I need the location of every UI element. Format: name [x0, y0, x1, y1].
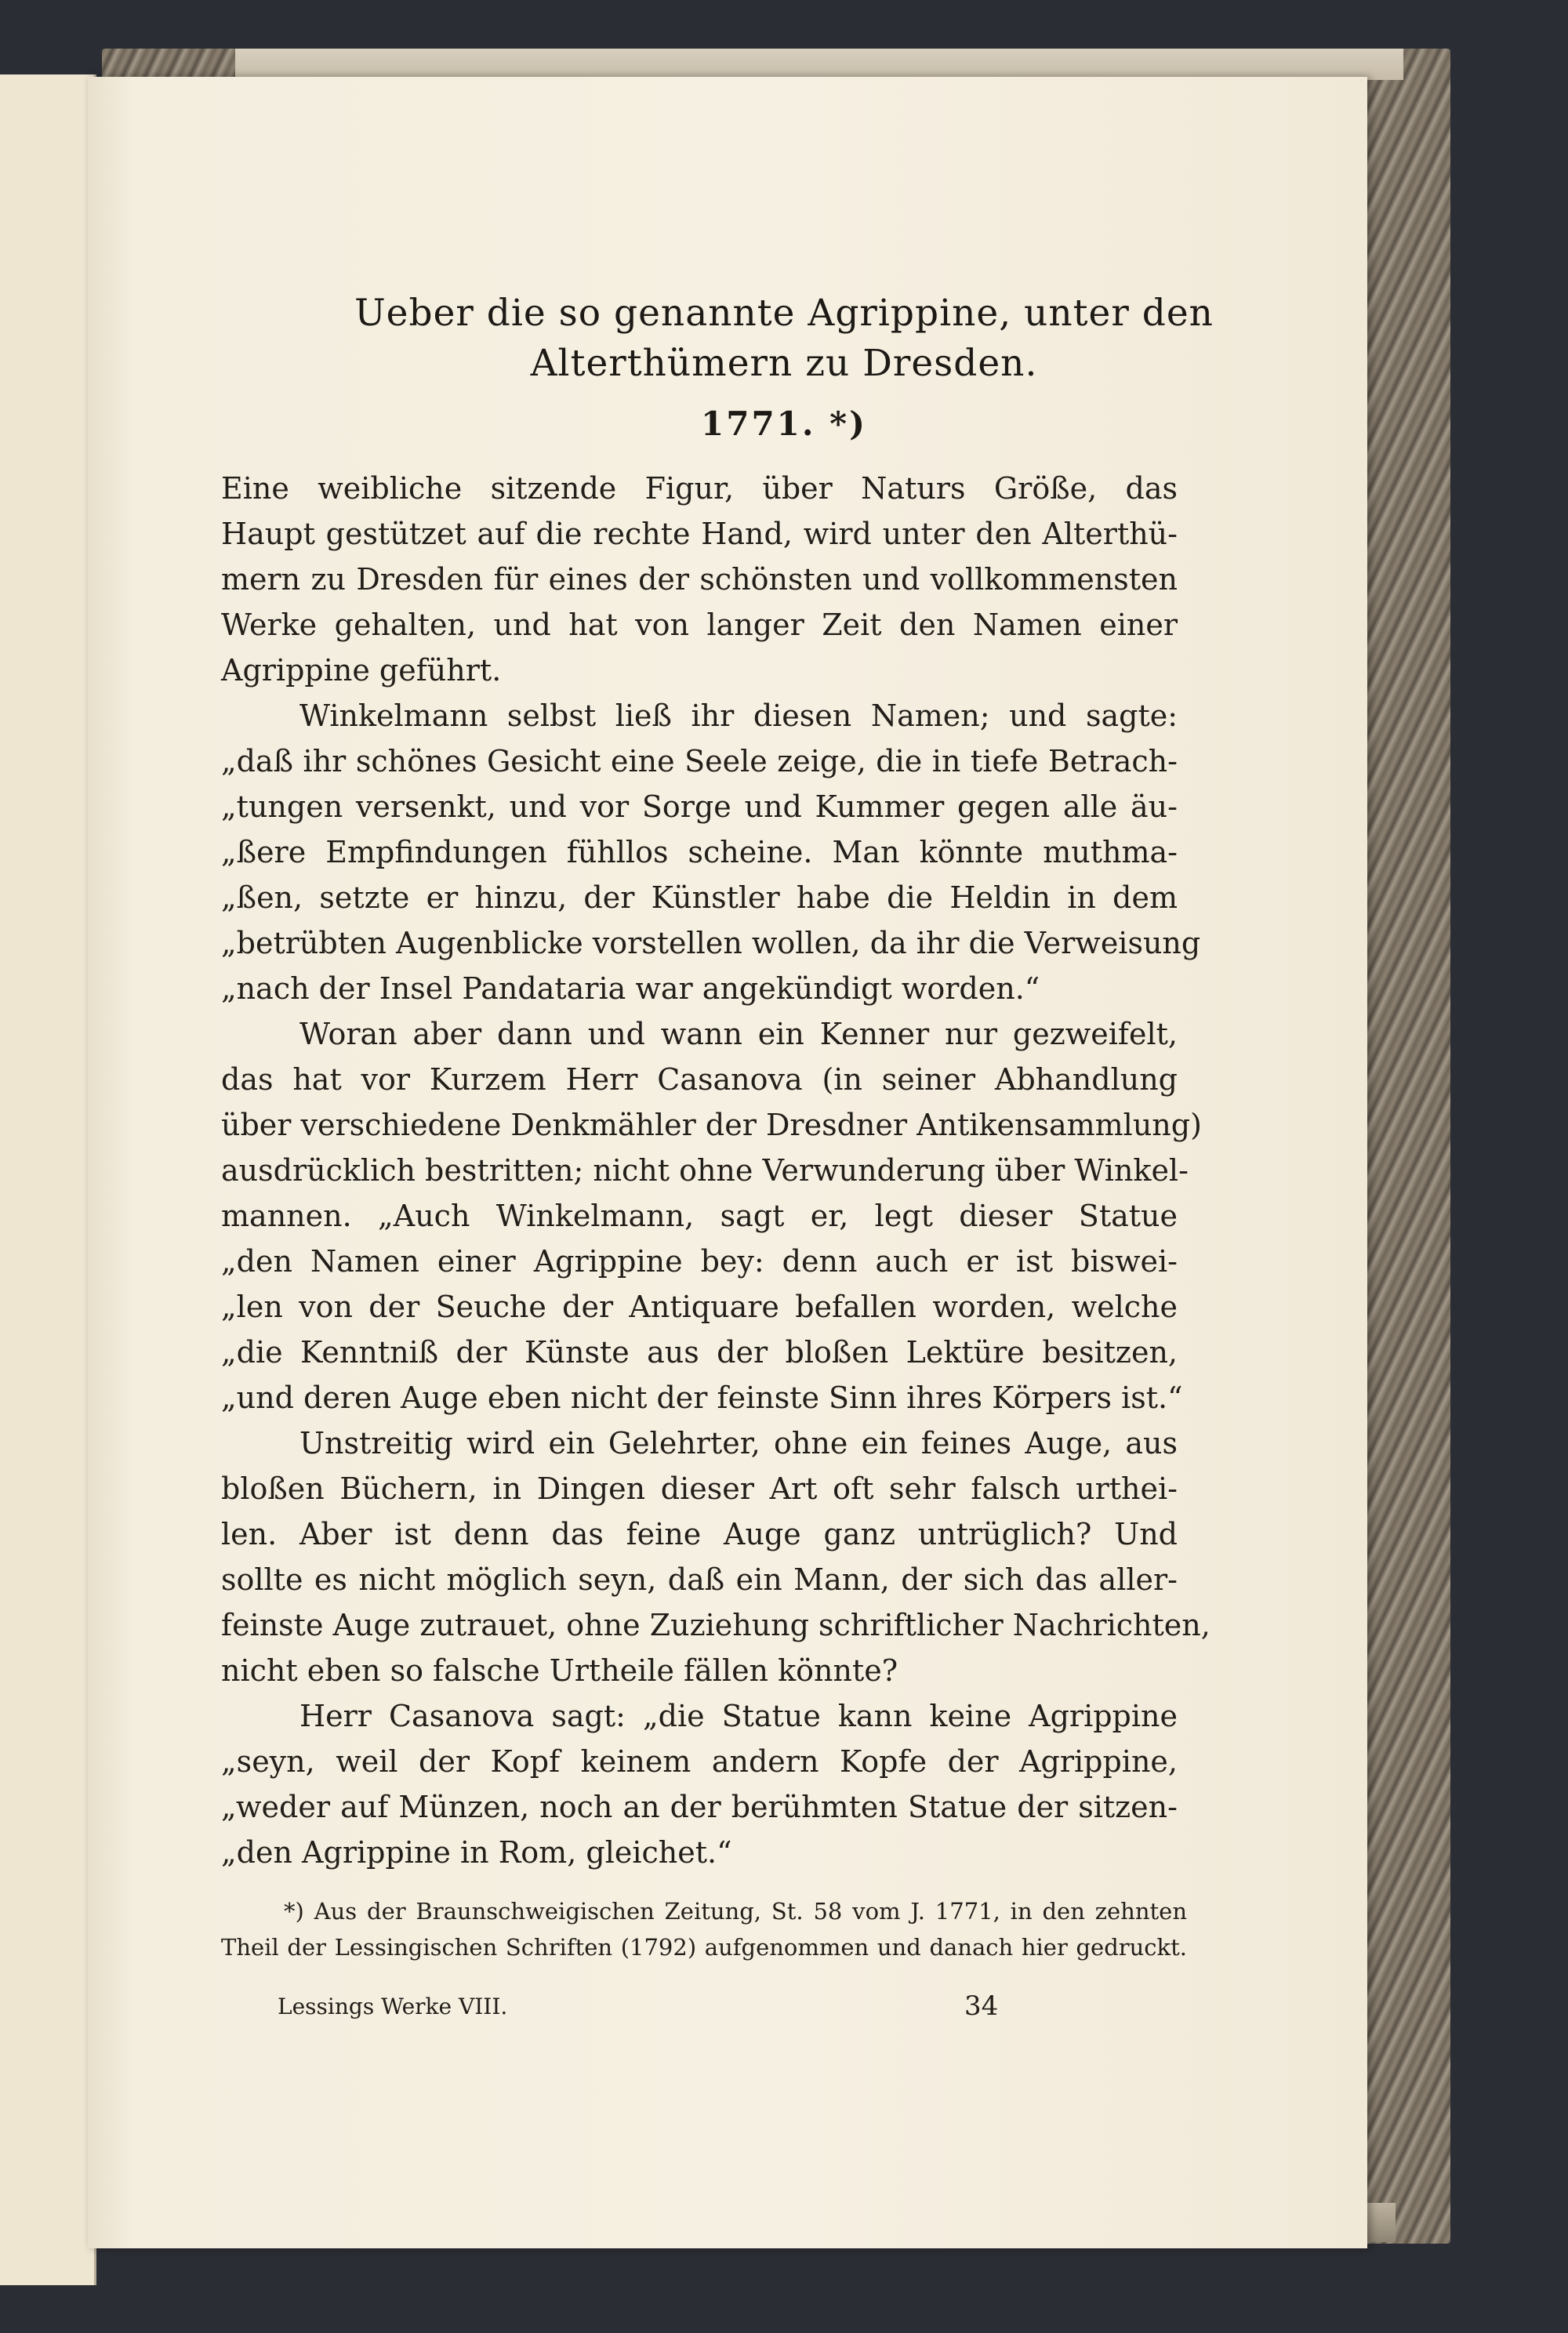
- page-title-line-2: Alterthümern zu Dresden.: [530, 342, 1038, 385]
- text-line: das hat vor Kurzem Herr Casanova (in seiner Abhandlung: [221, 1062, 1178, 1097]
- text-line: „ßere Empfindungen fühllos scheine. Man könnte muthma-: [221, 835, 1178, 869]
- page-title-line-1: Ueber die so genannte Agrippine, unter den: [354, 292, 1214, 335]
- footnote-line: Theil der Lessingischen Schriften (1792) aufgenommen und danach hier gedruckt.: [221, 1934, 1187, 1961]
- text-line: „den Namen einer Agrippine bey: denn auch er ist biswei-: [221, 1244, 1178, 1279]
- footnote-line: *) Aus der Braunschweigischen Zeitung, St. 58 vom J. 1771, in den zehnten: [284, 1898, 1187, 1925]
- text-line: Herr Casanova sagt: „die Statue kann keine Agrippine: [299, 1699, 1178, 1733]
- text-line: „den Agrippine in Rom, gleichet.“: [221, 1835, 732, 1870]
- text-line: Werke gehalten, und hat von langer Zeit den Namen einer: [221, 608, 1178, 642]
- text-line: nicht eben so falsche Urtheile fällen könnte?: [221, 1653, 898, 1688]
- text-line: „ßen, setzte er hinzu, der Künstler habe die Heldin in dem: [221, 880, 1178, 915]
- cover-top-edge: [235, 49, 1403, 80]
- text-line: „weder auf Münzen, noch an der berühmten Statue der sitzen-: [221, 1790, 1178, 1824]
- text-line: Unstreitig wird ein Gelehrter, ohne ein feines Auge, aus: [299, 1426, 1178, 1460]
- text-line: mern zu Dresden für eines der schönsten und vollkommensten: [221, 562, 1178, 597]
- title-year: 1771. *): [701, 405, 867, 443]
- text-line: Haupt gestützet auf die rechte Hand, wird unter den Alterthü-: [221, 517, 1178, 551]
- text-line: bloßen Büchern, in Dingen dieser Art oft sehr falsch urthei-: [221, 1471, 1178, 1506]
- text-line: „seyn, weil der Kopf keinem andern Kopfe der Agrippine,: [221, 1744, 1178, 1779]
- text-line: über verschiedene Denkmähler der Dresdner Antikensammlung): [221, 1108, 1202, 1142]
- text-line: ausdrücklich bestritten; nicht ohne Verwunderung über Winkel-: [221, 1153, 1189, 1188]
- text-line: feinste Auge zutrauet, ohne Zuziehung schriftlicher Nachrichten,: [221, 1608, 1210, 1642]
- text-line: „daß ihr schönes Gesicht eine Seele zeige, die in tiefe Betrach-: [221, 744, 1178, 778]
- text-line: „len von der Seuche der Antiquare befallen worden, welche: [221, 1290, 1178, 1324]
- text-line: „und deren Auge eben nicht der feinste Sinn ihres Körpers ist.“: [221, 1381, 1183, 1415]
- text-line: Winkelmann selbst ließ ihr diesen Namen; und sagte:: [299, 698, 1178, 733]
- text-line: Eine weibliche sitzende Figur, über Naturs Größe, das: [221, 471, 1178, 506]
- text-line: len. Aber ist denn das feine Auge ganz untrüglich? Und: [221, 1517, 1178, 1551]
- text-line: mannen. „Auch Winkelmann, sagt er, legt dieser Statue: [221, 1199, 1178, 1233]
- text-line: Woran aber dann und wann ein Kenner nur gezweifelt,: [299, 1017, 1178, 1051]
- text-line: „nach der Insel Pandataria war angekündigt worden.“: [221, 971, 1040, 1006]
- text-line: „die Kenntniß der Künste aus der bloßen Lektüre besitzen,: [221, 1335, 1178, 1370]
- text-line: sollte es nicht möglich seyn, daß ein Mann, der sich das aller-: [221, 1562, 1178, 1597]
- text-line: „betrübten Augenblicke vorstellen wollen, da ihr die Verweisung: [221, 926, 1201, 960]
- text-line: „tungen versenkt, und vor Sorge und Kummer gegen alle äu-: [221, 789, 1178, 824]
- text-line: Agrippine geführt.: [221, 653, 502, 688]
- signature-mark: Lessings Werke VIII.: [278, 1994, 508, 2019]
- page-number: 34: [964, 1990, 999, 2022]
